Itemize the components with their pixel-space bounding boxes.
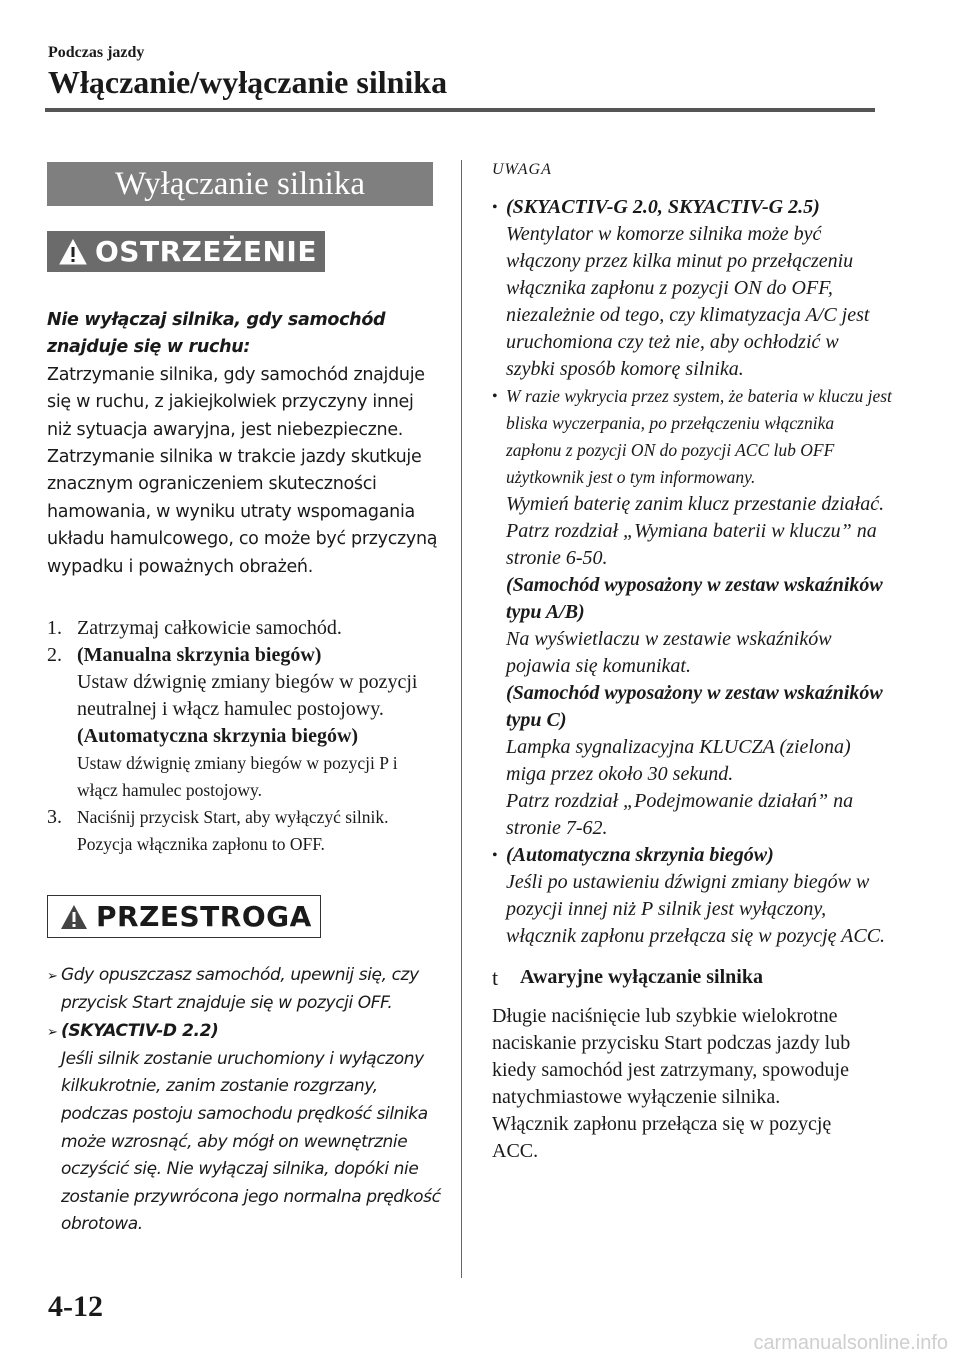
warning-text: Zatrzymanie silnika, gdy samochód znajduje się w ruchu, z jakiejkolwiek przyczyny innej niż sytuacja awaryjna, jest niebezpieczne. Zatrzymanie silnika w trakcie jazdy skutkuje znacznym ograniczeniem skuteczności hamowania, w wyniku utraty wspomagania układu hamulcowego, co może być przyczyną wypadku i poważnych obrażeń. bbox=[47, 364, 438, 577]
note-item bbox=[492, 383, 892, 842]
note-text: Lampka sygnalizacyjna KLUCZA (zielona) miga przez około 30 sekund. bbox=[506, 736, 851, 785]
note-text: Wentylator w komorze silnika może być włączony przez kilka minut po przełączeniu włącznika zapłonu z pozycji ON do OFF, niezależnie od tego, czy klimatyzacja A/C jest uruchomiona czy też nie, aby ochłodzić w szybki sposób komorę silnika. bbox=[506, 223, 870, 380]
note-item bbox=[492, 842, 892, 950]
note-reference: Patrz rozdział „Wymiana baterii w kluczu” na stronie 6-50. bbox=[506, 520, 877, 569]
note-reference: Patrz rozdział „Podejmowanie działań” na stronie 7-62. bbox=[506, 790, 854, 839]
arrow-bullet-icon: ➢ bbox=[47, 969, 58, 984]
step-number: 2. bbox=[47, 644, 62, 666]
note-section bbox=[492, 160, 892, 950]
watermark: carmanualsonline.info bbox=[753, 1332, 948, 1354]
warning-heading: Nie wyłączaj silnika, gdy samochód znajduje się w ruchu: bbox=[47, 310, 386, 358]
left-column bbox=[47, 162, 441, 1235]
note-heading-skyactiv-g: (SKYACTIV-G 2.0, SKYACTIV-G 2.5) bbox=[506, 196, 820, 218]
step-text: Zatrzymaj całkowicie samochód. bbox=[77, 617, 342, 639]
bullet-icon: • bbox=[492, 847, 498, 864]
note-subheading: (Samochód wyposażony w zestaw wskaźników typu A/B) bbox=[506, 574, 883, 623]
emergency-heading bbox=[492, 964, 892, 991]
caution-text: Jeśli silnik zostanie uruchomiony i wyłączony kilkukrotnie, zanim zostanie rozgrzany, podczas postoju samochodu prędkość silnika może wzrosnąć, aby mógł on wewnętrznie oczyścić się. Nie wyłączaj silnika, dopóki nie zostanie przywrócona jego normalna prędkość obrotowa. bbox=[61, 1048, 441, 1235]
note-text: Wymień baterię zanim klucz przestanie działać. bbox=[506, 493, 885, 515]
caution-item bbox=[47, 1018, 442, 1239]
step-manual-heading: (Manualna skrzynia biegów) bbox=[77, 644, 322, 666]
steps-list bbox=[47, 615, 442, 858]
caution-callout bbox=[47, 895, 321, 938]
step-auto-heading: (Automatyczna skrzynia biegów) bbox=[77, 725, 359, 747]
step-item bbox=[47, 642, 442, 804]
warning-callout bbox=[47, 231, 325, 272]
warning-label: OSTRZEŻENIE bbox=[95, 235, 317, 268]
step-number: 3. bbox=[47, 806, 62, 828]
note-text: W razie wykrycia przez system, że bateria w kluczu jest bliska wyczerpania, po przełączeniu włącznika zapłonu z pozycji ON do pozycji ACC lub OFF użytkownik jest o tym informowany. bbox=[506, 386, 892, 487]
emergency-heading-text: Awaryjne wyłączanie silnika bbox=[520, 966, 763, 988]
step-number: 1. bbox=[47, 617, 62, 639]
page-number: 4-12 bbox=[48, 1290, 103, 1323]
arrow-bullet-icon: ➢ bbox=[47, 1025, 58, 1041]
section-marker-icon: t bbox=[492, 965, 499, 990]
step-auto-text: Ustaw dźwignię zmiany biegów w pozycji P i włącz hamulec postojowy. bbox=[77, 753, 398, 800]
note-text: Jeśli po ustawieniu dźwigni zmiany biegów w pozycji innej niż P silnik jest wyłączony, włącznik zapłonu przełącza się w pozycję ACC. bbox=[506, 871, 886, 947]
column-divider bbox=[461, 160, 462, 1278]
section-label: Podczas jazdy bbox=[48, 44, 145, 61]
caution-label: PRZESTROGA bbox=[96, 900, 312, 933]
note-subheading: (Samochód wyposażony w zestaw wskaźników typu C) bbox=[506, 682, 883, 731]
caution-list bbox=[47, 962, 442, 1240]
page-header bbox=[48, 44, 447, 101]
step-manual-text: Ustaw dźwignię zmiany biegów w pozycji neutralnej i włącz hamulec postojowy. bbox=[77, 671, 418, 720]
page-title: Włączanie/wyłączanie silnika bbox=[48, 64, 448, 100]
caution-item bbox=[47, 962, 442, 1017]
caution-heading: (SKYACTIV-D 2.2) bbox=[61, 1021, 219, 1042]
caution-icon bbox=[60, 904, 88, 930]
note-text: Na wyświetlaczu w zestawie wskaźników pojawia się komunikat. bbox=[506, 628, 832, 677]
warning-icon bbox=[59, 239, 87, 265]
header-rule bbox=[45, 108, 875, 112]
note-subheading: (Automatyczna skrzynia biegów) bbox=[506, 844, 774, 866]
note-heading: UWAGA bbox=[492, 161, 552, 178]
caution-text: Gdy opuszczasz samochód, upewnij się, czy przycisk Start znajduje się w pozycji OFF. bbox=[61, 965, 419, 1013]
bullet-icon: • bbox=[492, 388, 498, 405]
warning-body bbox=[47, 307, 442, 581]
step-item bbox=[47, 615, 442, 642]
emergency-text: Długie naciśnięcie lub szybkie wielokrotne naciskanie przycisku Start podczas jazdy lub kiedy samochód jest zatrzymany, spowoduje natychmiastowe wyłączenie silnika. Włącznik zapłonu przełącza się w pozycję ACC. bbox=[492, 1005, 851, 1162]
bullet-icon: • bbox=[492, 199, 498, 216]
section-banner: Wyłączanie silnika bbox=[47, 162, 433, 206]
right-column bbox=[492, 160, 892, 1165]
step-text: Naciśnij przycisk Start, aby wyłączyć silnik. Pozycja włącznika zapłonu to OFF. bbox=[77, 807, 389, 854]
note-item bbox=[492, 194, 892, 383]
step-item bbox=[47, 804, 442, 858]
